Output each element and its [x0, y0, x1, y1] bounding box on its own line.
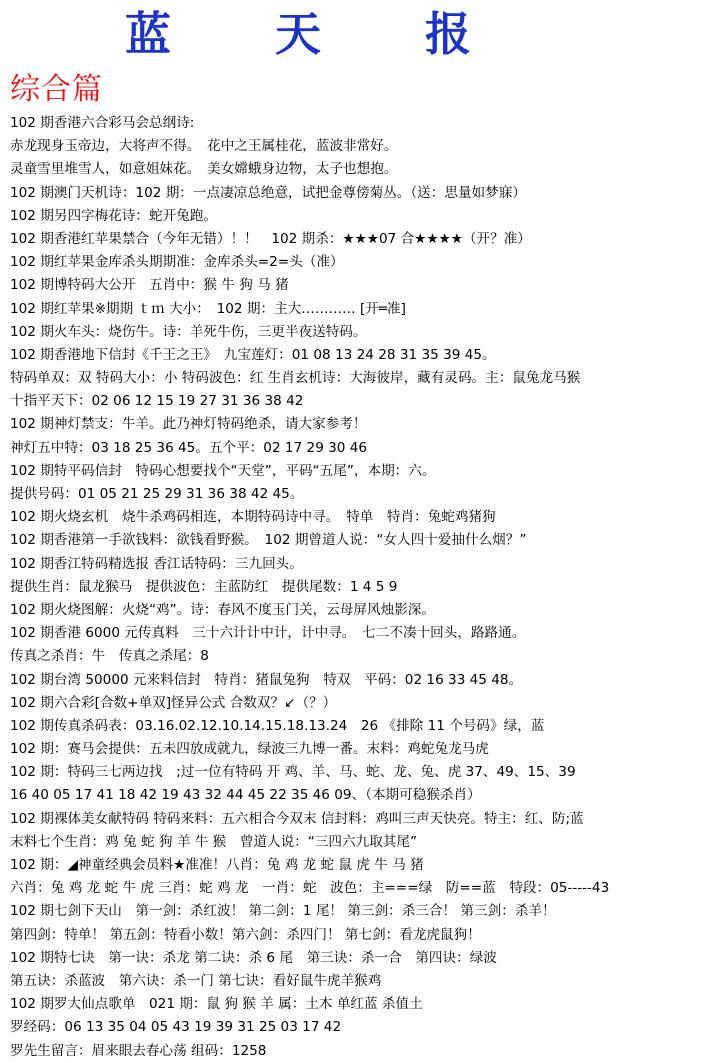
text-line: 特码单双：双 特码大小：小 特码波色：红 生肖玄机诗：大海彼岸，藏有灵码。主：鼠兔龙马猴 [10, 370, 581, 387]
text-line: 102 期台湾 50000 元来料信封 特肖：猪鼠兔狗 特双 平码：02 16 33 45 48。 [10, 671, 523, 688]
text-line: 罗先生留言：眉来眼去春心荡 组码：1258 [10, 1042, 267, 1059]
text-line: 102 期另四字梅花诗：蛇开兔跑。 [10, 207, 217, 224]
text-line: 传真之杀肖：牛 传真之杀尾：8 [10, 648, 209, 665]
text-line: 提供生肖：鼠龙猴马 提供波色：主蓝防红 提供尾数：1 4 5 9 [10, 578, 398, 595]
text-line: 102 期火车头：烧伤牛。诗：羊死牛伤，三更半夜送特码。 [10, 323, 367, 340]
text-line: 102 期：赛马会提供：五未四放成就九，绿波三九博一番。末料：鸡蛇兔龙马虎 [10, 741, 489, 758]
article-body [10, 112, 710, 1063]
text-line: 第五诀：杀蓝波 第六诀：杀一门 第七诀：看好鼠牛虎羊猴鸡 [10, 972, 382, 989]
text-line: 六肖：兔 鸡 龙 蛇 牛 虎 三肖：蛇 鸡 龙 一肖：蛇 波色：主===绿 防==蓝 特段：05-----43 [10, 880, 610, 897]
text-line: 102 期裸体美女献特码 特码来料：五六相合今双末 信封料：鸡叫三声天快亮。特主：红、防;蓝 [10, 810, 584, 827]
text-line: 102 期：◢神童经典会员料★准准！八肖：兔 鸡 龙 蛇 鼠 虎 牛 马 猪 [10, 857, 424, 873]
text-line: 102 期罗大仙点歌单 021 期：鼠 狗 猴 羊 属：土木 单红蓝 杀值土 [10, 996, 423, 1013]
text-line: 102 期香港六合彩马会总纲诗: [10, 115, 195, 131]
text-line: 第四剑：特单！ 第五剑：特看小数！第六剑：杀四门！ 第七剑：看龙虎鼠狗！ [10, 926, 481, 943]
text-line: 102 期红苹果※期期 ｔｍ 大小： 102 期：主大………… [开═准] [10, 300, 406, 317]
text-line: 赤龙现身玉帝边，大将声不得。 花中之王属桂花，蓝波非常好。 [10, 138, 398, 155]
text-line: 提供号码：01 05 21 25 29 31 36 38 42 45。 [10, 486, 304, 502]
text-line: 102 期火烧图解：火烧“鸡”。诗：春风不度玉门关，云母屏风烛影深。 [10, 601, 435, 618]
text-line: 罗经码：06 13 35 04 05 43 19 39 31 25 03 17 42 [10, 1019, 342, 1036]
text-line: 102 期神灯禁支：牛羊。此乃神灯特码绝杀，请大家参考！ [10, 416, 367, 433]
text-line: 102 期香港 6000 元传真料 三十六计计中计，计中寻。 七二不凑十回头，路路通。 [10, 625, 526, 642]
text-line: 102 期七剑下天山 第一剑：杀红波！ 第二剑：1 尾！ 第三剑：杀三合！ 第三剑：杀羊！ [10, 903, 556, 920]
text-line: 102 期火烧玄机 烧牛杀鸡码相连，本期特码诗中寻。 特单 特肖：兔蛇鸡猪狗 [10, 509, 496, 526]
text-line: 102 期香港红苹果禁合（今年无错）！！ 102 期杀：★★★07 合★★★★（开？准） [10, 230, 531, 247]
text-line: 16 40 05 17 41 18 42 19 43 32 44 45 22 35 46 09、（本期可稳猴杀肖） [10, 787, 481, 804]
text-line: 神灯五中特：03 18 25 36 45。五个平：02 17 29 30 46 [10, 439, 368, 456]
text-line: 102 期六合彩[合数+单双]怪异公式 合数双？↙（？） [10, 694, 337, 711]
text-line: 灵童雪里堆雪人，如意姐妹花。 美女嫦蛾身边物，太子也想抱。 [10, 161, 398, 178]
text-line: 102 期澳门天机诗：102 期：一点凄凉总绝意，试把金尊傍菊丛。（送：思量如梦寐） [10, 184, 526, 201]
text-line: 102 期传真杀码表：03.16.02.12.10.14.15.18.13.24 26 《排除 11 个号码》绿，蓝 [10, 717, 545, 734]
text-line: 末料七个生肖：鸡 兔 蛇 狗 羊 牛 猴 曾道人说：“三四六九取其尾” [10, 833, 418, 850]
newspaper-title: 蓝 天 报 [124, 7, 516, 61]
text-line: 102 期香港第一手欲钱料：欲钱看野猴。 102 期曾道人说：“女人四十爱抽什么烟？” [10, 532, 527, 549]
text-line: 102 期香港地下信封《千王之王》 九宝莲灯：01 08 13 24 28 31 35 39 45。 [10, 346, 496, 363]
text-line: 102 期博特码大公开 五肖中：猴 牛 狗 马 猪 [10, 277, 289, 294]
section-title: 综合篇 [10, 72, 103, 107]
text-line: 102 期特七诀 第一诀：杀龙 第二诀：杀 6 尾 第三诀：杀一合 第四诀：绿波 [10, 949, 497, 966]
text-line: 102 期香江特码精选报 香江话特码：三九回头。 [10, 555, 303, 572]
text-line: 102 期特平码信封 特码心想要找个“天堂”，平码“五尾”，本期：六。 [10, 462, 436, 479]
text-line: 十指平天下：02 06 12 15 19 27 31 36 38 42 [10, 393, 304, 410]
text-line: 102 期红苹果金库杀头期期准：金库杀头=2=头（准） [10, 254, 344, 271]
text-line: 102 期：特码三七两边找 ;过一位有特码 开 鸡、羊、马、蛇、龙、兔、虎 37、49、15、39 [10, 764, 576, 781]
